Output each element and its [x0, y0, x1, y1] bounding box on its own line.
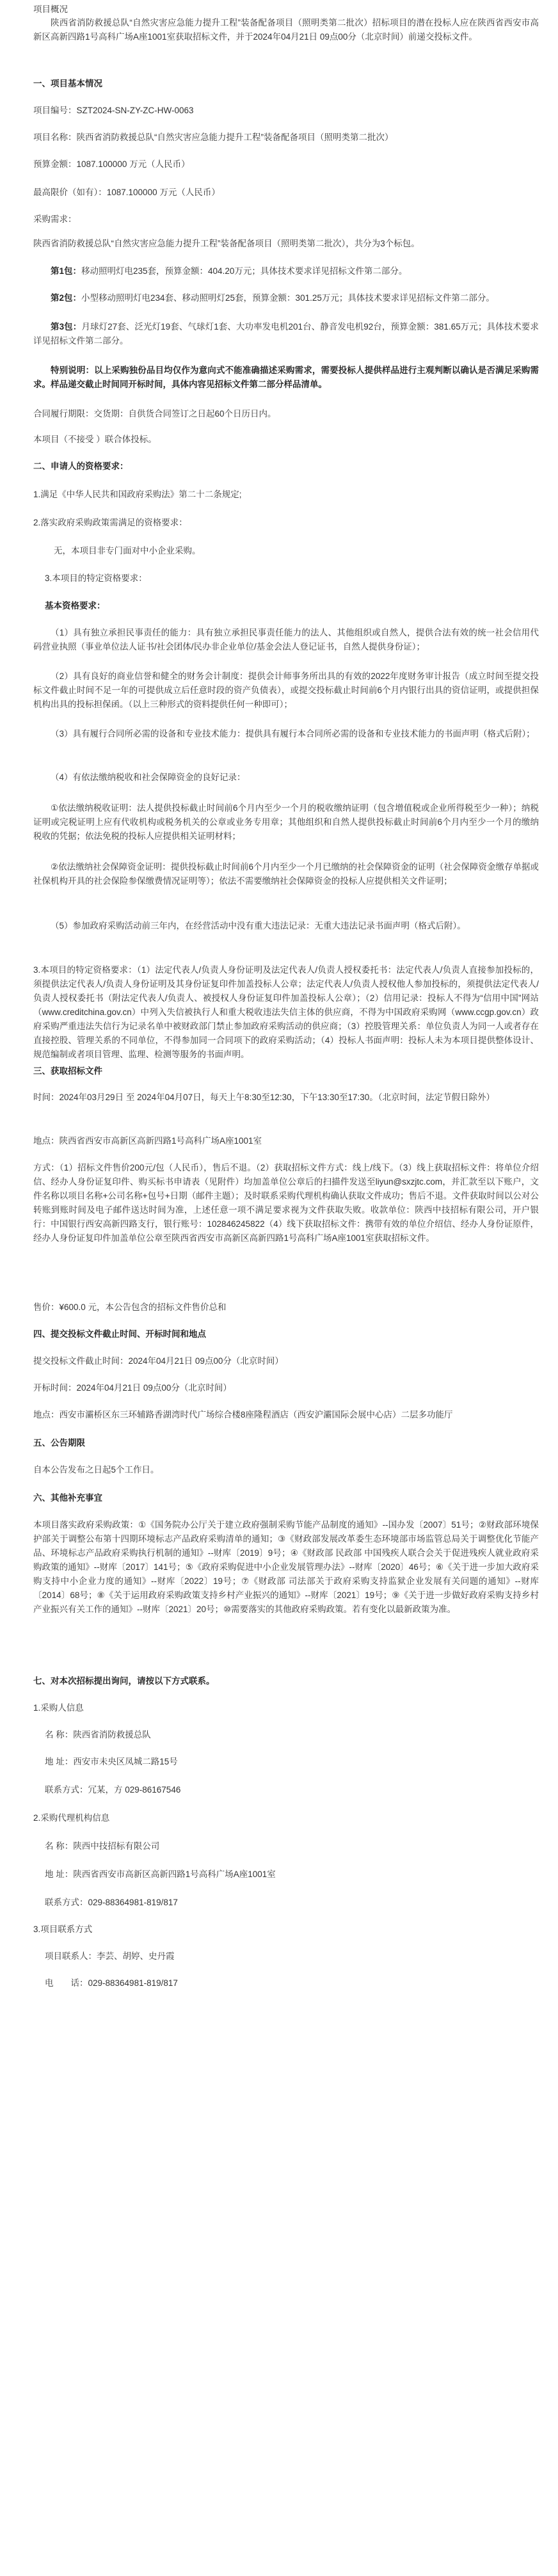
requirement-1: 1.满足《中华人民共和国政府采购法》第二十二条规定;	[33, 490, 242, 499]
demand-title: 采购需求：	[33, 214, 77, 224]
lot-3-head: 第3包：	[51, 322, 82, 332]
requirement-2-body: 无，本项目非专门面对中小企业采购。	[54, 546, 201, 556]
purchaser-info-title: 1.采购人信息	[33, 1703, 84, 1713]
lot-3-text: 月球灯27套、泛光灯19套、气球灯1套、大功率发电机201台、静音发电机92台，预算金额：381.65万元；具体技术要求详见招标文件第二部分。	[33, 322, 539, 346]
submission-deadline: 提交投标文件截止时间：2024年04月21日 09点00分（北京时间）	[33, 1356, 283, 1366]
project-contacts: 项目联系人：李芸、胡婷、史丹霞	[45, 1951, 175, 1961]
project-phone: 电 话：029-88364981-819/817	[45, 1978, 178, 1988]
lot-1-head: 第1包：	[51, 266, 82, 276]
section-2-title: 二、申请人的资格要求：	[33, 461, 129, 471]
section-1-title: 一、项目基本情况	[33, 79, 102, 88]
obtain-place: 地点：陕西省西安市高新区高新四路1号高科广场A座1001室	[33, 1136, 262, 1146]
qualification-4a: ①依法缴纳税收证明：法人提供投标截止时间前6个月内至少一个月的税收缴纳证明（包含增值税或企业所得税至少一种）；纳税证明或完税证明上应有代收机构或税务机关的公章或业务专用章；其他组织和自然人提供投标截止时间前6个月内至少一个月的缴纳税收的凭据；依法免税的投标人应提供相关证明材料；	[33, 803, 539, 841]
section-5-title: 五、公告期限	[33, 1438, 85, 1448]
section-6-title: 六、其他补充事宜	[33, 1493, 102, 1503]
lot-3	[33, 320, 539, 348]
special-note: 特别说明：以上采购独份品目均仅作为意向式不能准确描述采购需求，需要投标人提供样品进行主观判断以确认是否满足采购需求。样品递交截止时间同开标时间，具体内容见招标文件第二部分样品清单。	[33, 365, 539, 389]
qualification-4b: ②依法缴纳社会保障资金证明：提供投标截止时间前6个月内至少一个月已缴纳的社会保障资金的证明（社会保障资金缴存单据或社保机构开具的社会保险参保缴费情况证明等）；依法不需要缴纳社会保障资金的投标人应提供相关文件证明；	[33, 862, 539, 886]
demand-intro: 陕西省消防救援总队“自然灾害应急能力提升工程”装备配备项目（照明类第二批次），共分为3个标包。	[33, 239, 420, 248]
qualification-4: （4）有依法缴纳税收和社会保障资金的良好记录：	[51, 772, 246, 782]
agency-address: 地 址：陕西省西安市高新区高新四路1号高科广场A座1001室	[45, 1869, 276, 1879]
qualification-5: （5）参加政府采购活动前三年内，在经营活动中没有重大违法记录：无重大违法记录书面声明（格式后附）。	[51, 921, 466, 931]
notice-period: 自本公告发布之日起5个工作日。	[33, 1465, 159, 1475]
agency-name: 名 称：陕西中技招标有限公司	[45, 1841, 160, 1851]
section-7-title: 七、对本次招标提出询问，请按以下方式联系。	[33, 1676, 215, 1686]
lot-1	[33, 264, 539, 278]
max-price: 最高限价（如有）：1087.100000 万元（人民币）	[33, 188, 220, 197]
lot-2	[33, 291, 539, 305]
agency-contact: 联系方式：029-88364981-819/817	[45, 1898, 178, 1907]
basic-requirements-title: 基本资格要求：	[45, 601, 106, 611]
obtain-method: 方式：（1）招标文件售价200元/包（人民币），售后不退。（2）获取招标文件方式：线上/线下。（3）线上获取招标文件：将单位介绍信、经办人身份证复印件、购买标书申请表（见附件）均加盖单位公章后的扫描件发送至liyun@sxzjtc.com，并汇款至以下账户，文件名称以项目名称+公司名称+包号+日期（邮件主题）；及时联系采购代理机构确认获取文件成功；售后不退。文件获取时间以公对公转账到账时间及电子邮件送达时间为准，上述任意一项不满足要求视为文件获取失败。收款单位：陕西中技招标有限公司，开户银行：中国银行西安高新四路支行，银行账号：102846245822（4）线下获取招标文件：携带有效的单位介绍信、经办人身份证原件，经办人身份证复印件加盖单位公章至陕西省西安市高新区高新四路1号高科广场A座1001室获取招标文件。	[33, 1163, 539, 1243]
contract-term: 合同履行期限：交货期：自供货合同签订之日起60个日历日内。	[33, 409, 276, 419]
section-overview-label: 项目概况	[33, 4, 68, 14]
qualification-1: （1）具有独立承担民事责任的能力：具有独立承担民事责任能力的法人、其他组织或自然人，提供合法有效的统一社会信用代码营业执照（事业单位法人证书/社会团体/民办非企业单位/基金会法人登记证书，自然人提供身份证）；	[33, 628, 539, 652]
intro-paragraph: 陕西省消防救援总队“自然灾害应急能力提升工程”装备配备项目（照明类第二批次）招标项目的潜在投标人应在陕西省西安市高新区高新四路1号高科广场A座1001室获取招标文件，并于2024年04月21日 09点00分（北京时间）前递交投标文件。	[33, 18, 539, 42]
lot-2-head: 第2包：	[51, 293, 82, 303]
special-requirements: 3.本项目的特定资格要求：（1）法定代表人/负责人身份证明及法定代表人/负责人授权委托书：法定代表人/负责人直接参加投标的，须提供法定代表人/负责人身份证明及其身份证复印件加盖投标人公章；法定代表人/负责人授权他人参加投标的，须提供法定代表人/负责人授权委托书（附法定代表人/负责人、被授权人身份证复印件加盖投标人公章）；（2）信用记录：投标人不得为“信用中国”网站（www.creditchina.gov.cn）中列入失信被执行人和重大税收违法失信主体的供应商，不得为中国政府采购网（www.ccgp.gov.cn）政府采购严重违法失信行为记录名单中被财政部门禁止参加政府采购活动的供应商；（3）控股管理关系：单位负责人为同一人或者存在直接控股、管理关系的不同单位，不得参加同一合同项下的政府采购活动；（4）投标人书面声明：投标人未为本项目提供整体设计、规范编制或者项目管理、监理、检测等服务的书面声明。	[33, 965, 539, 1059]
opening-place: 地点：西安市灞桥区东三环辅路香湖湾时代广场综合楼8座隆程酒店（西安沪灞国际会展中心店）二层多功能厅	[33, 1410, 453, 1420]
lot-1-text: 移动照明灯电235套，预算金额：404.20万元；具体技术要求详见招标文件第二部分。	[81, 266, 408, 276]
purchaser-name: 名 称：陕西省消防救援总队	[45, 1730, 151, 1740]
supplementary-policies: 本项目落实政府采购政策：①《国务院办公厅关于建立政府强制采购节能产品制度的通知》--国办发〔2007〕51号；②财政部环境保护部关于调整公布第十四期环境标志产品政府采购清单的通知；③《财政部发展改革委生态环境部市场监管总局关于调整优化节能产品、环境标志产品政府采购执行机制的通知》--财库〔2019〕9号；④《财政部 民政部 中国残疾人联合会关于促进残疾人就业政府采购政策的通知》--财库〔2017〕141号；⑤《政府采购促进中小企业发展管理办法》--财库〔2020〕46号；⑥《关于进一步加大政府采购支持中小企业力度的通知》--财库〔2022〕19号；⑦《财政部 司法部关于政府采购支持监狱企业发展有关问题的通知》--财库〔2014〕68号；⑧《关于运用政府采购政策支持乡村产业振兴的通知》--财库〔2021〕19号；⑨《关于进一步做好政府采购支持乡村产业振兴有关工作的通知》--财库〔2021〕20号；⑩需要落实的其他政府采购政策。若有变化以最新政策为准。	[33, 1520, 539, 1614]
document-price: 售价：¥600.0 元，本公告包含的招标文件售价总和	[33, 1302, 227, 1312]
qualification-3: （3）具有履行合同所必需的设备和专业技术能力：提供具有履行本合同所必需的设备和专业技术能力的书面声明（格式后附）；	[51, 729, 535, 739]
section-3-title: 三、获取招标文件	[33, 1066, 102, 1076]
project-name: 项目名称：陕西省消防救援总队“自然灾害应急能力提升工程”装备配备项目（照明类第二批次）	[33, 132, 394, 142]
requirement-2: 2.落实政府采购政策需满足的资格要求：	[33, 518, 187, 527]
opening-time: 开标时间：2024年04月21日 09点00分（北京时间）	[33, 1383, 232, 1393]
project-number: 项目编号：SZT2024-SN-ZY-ZC-HW-0063	[33, 106, 194, 115]
lot-2-text: 小型移动照明灯电234套、移动照明灯25套，预算金额：301.25万元；具体技术要求详见招标文件第二部分。	[81, 293, 495, 303]
purchaser-contact: 联系方式：冗某，方 029-86167546	[45, 1785, 181, 1795]
purchaser-address: 地 址：西安市未央区凤城二路15号	[45, 1757, 178, 1766]
obtain-time: 时间：2024年03月29日 至 2024年04月07日，每天上午8:30至12:30，下午13:30至17:30。（北京时间，法定节假日除外）	[33, 1092, 495, 1102]
qualification-2: （2）具有良好的商业信誉和健全的财务会计制度：提供会计师事务所出具的有效的2022年度财务审计报告（成立时间至提交投标文件截止时间不足一年的可提供成立后任意时段的资产负债表），或提交投标截止时间前6个月内银行出具的资信证明，或提供担保机构出具的投标担保函。（以上三种形式的资料提供任何一种即可）；	[33, 671, 539, 709]
section-4-title: 四、提交投标文件截止时间、开标时间和地点	[33, 1329, 206, 1339]
requirement-3: 3.本项目的特定资格要求：	[45, 573, 147, 583]
agency-info-title: 2.采购代理机构信息	[33, 1813, 110, 1823]
project-contact-title: 3.项目联系方式	[33, 1924, 93, 1934]
consortium-note: 本项目（不接受 ）联合体投标。	[33, 435, 157, 444]
budget-amount: 预算金额：1087.100000 万元（人民币）	[33, 159, 190, 169]
